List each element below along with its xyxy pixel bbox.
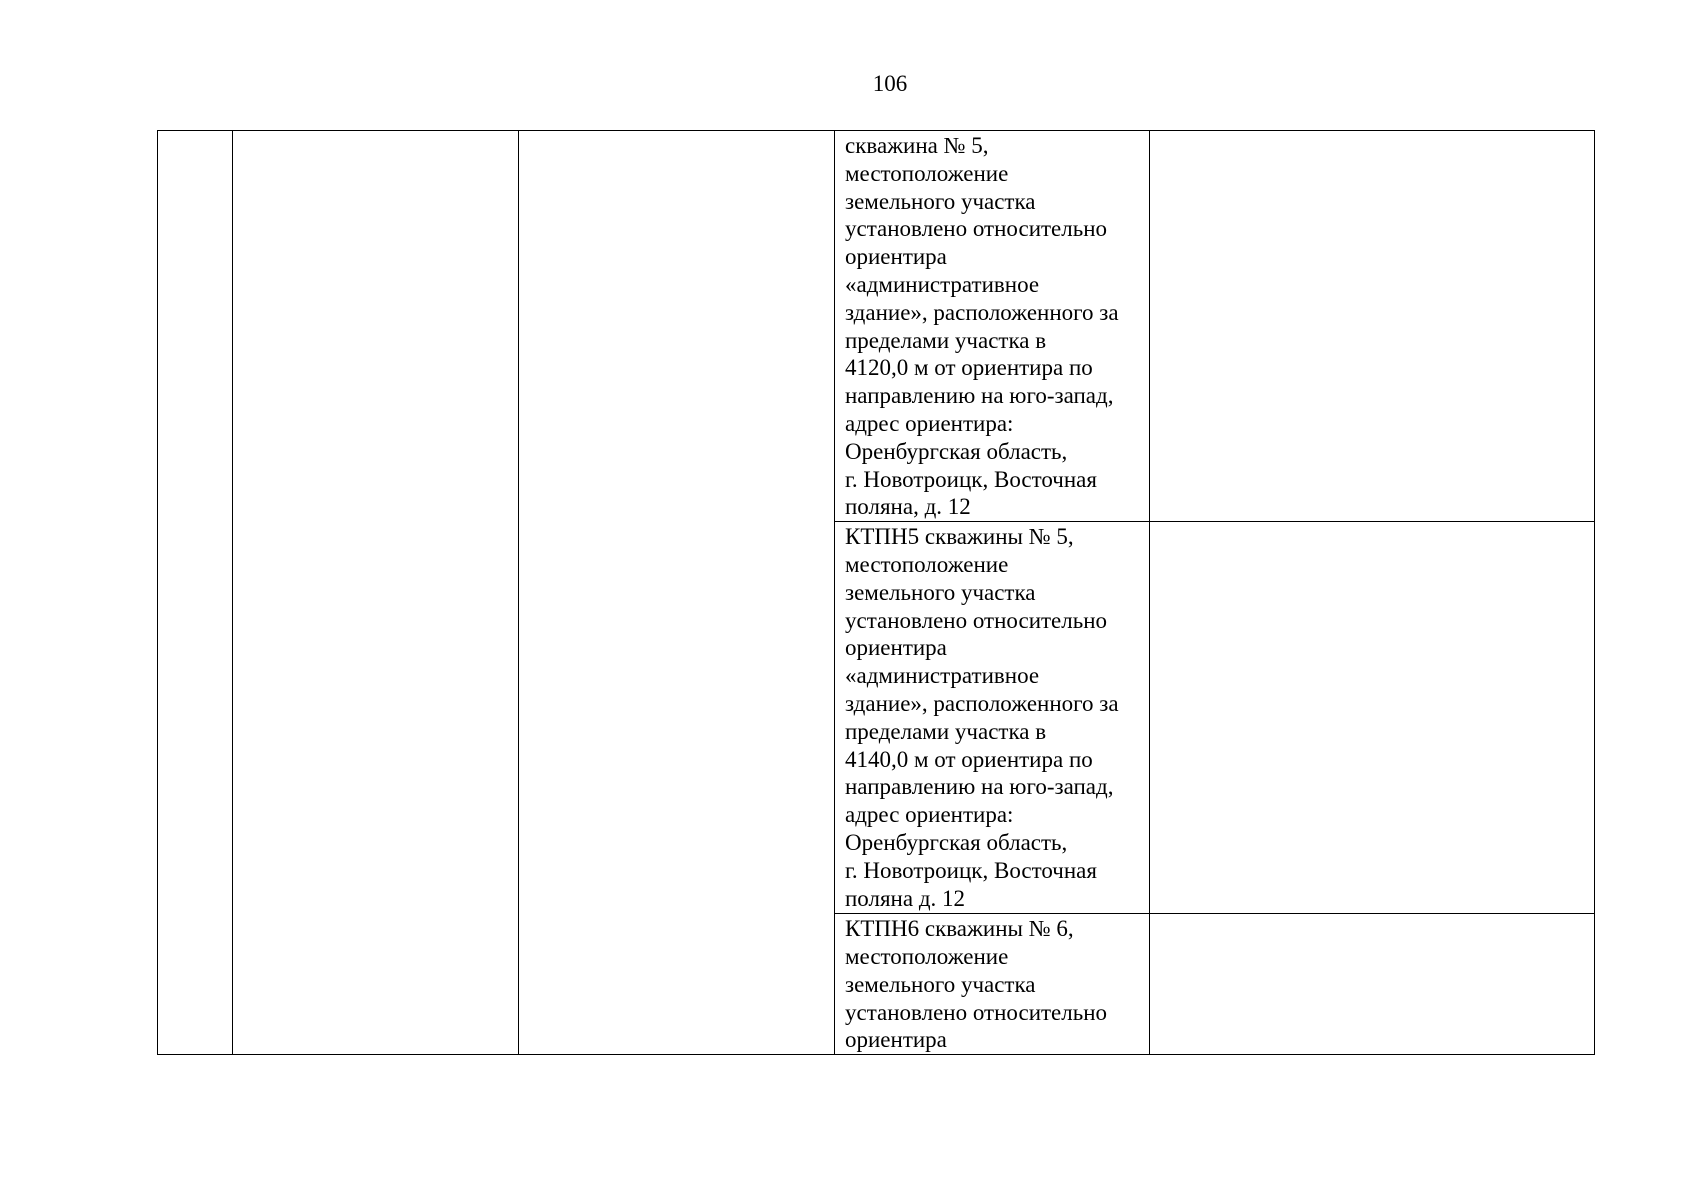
table-row — [158, 131, 1595, 522]
table-cell-name — [233, 131, 519, 1055]
text-line: пределами участка в — [845, 327, 1047, 353]
text-line: поляна, д. 12 — [845, 494, 971, 520]
text-line: Оренбургская область, — [845, 438, 1068, 464]
text-line: установлено относительно — [845, 607, 1108, 633]
text-line: местоположение — [845, 551, 1009, 577]
location-text — [835, 522, 1149, 912]
text-line: адрес ориентира: — [845, 410, 1014, 436]
text-line: «административное — [845, 271, 1040, 297]
table-cell-number — [158, 131, 233, 1055]
text-line: местоположение — [845, 943, 1009, 969]
text-line: направлению на юго-запад, — [845, 383, 1114, 409]
table-cell-notes — [1150, 131, 1595, 522]
text-line: г. Новотроицк, Восточная — [845, 857, 1097, 883]
text-line: 4120,0 м от ориентира по — [845, 355, 1093, 381]
text-line: установлено относительно — [845, 216, 1108, 242]
location-text — [835, 914, 1149, 1054]
text-line: ориентира — [845, 244, 947, 270]
text-line: пределами участка в — [845, 718, 1047, 744]
text-line: КТПН6 скважины № 6, — [845, 916, 1074, 942]
text-line: г. Новотроицк, Восточная — [845, 466, 1097, 492]
text-line: земельного участка — [845, 188, 1036, 214]
document-table — [157, 130, 1595, 1055]
table-cell-location — [835, 522, 1150, 914]
text-line: здание», расположенного за — [845, 299, 1119, 325]
text-line: здание», расположенного за — [845, 690, 1119, 716]
table-cell-location — [835, 914, 1150, 1055]
text-line: земельного участка — [845, 971, 1036, 997]
text-line: земельного участка — [845, 579, 1036, 605]
page-number: 106 — [872, 71, 908, 96]
location-text — [835, 131, 1149, 521]
text-line: поляна д. 12 — [845, 885, 966, 911]
table-cell-location — [835, 131, 1150, 522]
text-line: Оренбургская область, — [845, 829, 1068, 855]
text-line: местоположение — [845, 160, 1009, 186]
text-line: КТПН5 скважины № 5, — [845, 524, 1074, 550]
text-line: направлению на юго-запад, — [845, 774, 1114, 800]
table-cell-notes — [1150, 522, 1595, 914]
text-line: «административное — [845, 663, 1040, 689]
text-line: скважина № 5, — [845, 133, 989, 158]
table-cell-purpose — [519, 131, 835, 1055]
table-cell-notes — [1150, 914, 1595, 1055]
text-line: установлено относительно — [845, 999, 1108, 1025]
text-line: адрес ориентира: — [845, 802, 1014, 828]
text-line: ориентира — [845, 1027, 947, 1053]
text-line: ориентира — [845, 635, 947, 661]
text-line: 4140,0 м от ориентира по — [845, 746, 1093, 772]
